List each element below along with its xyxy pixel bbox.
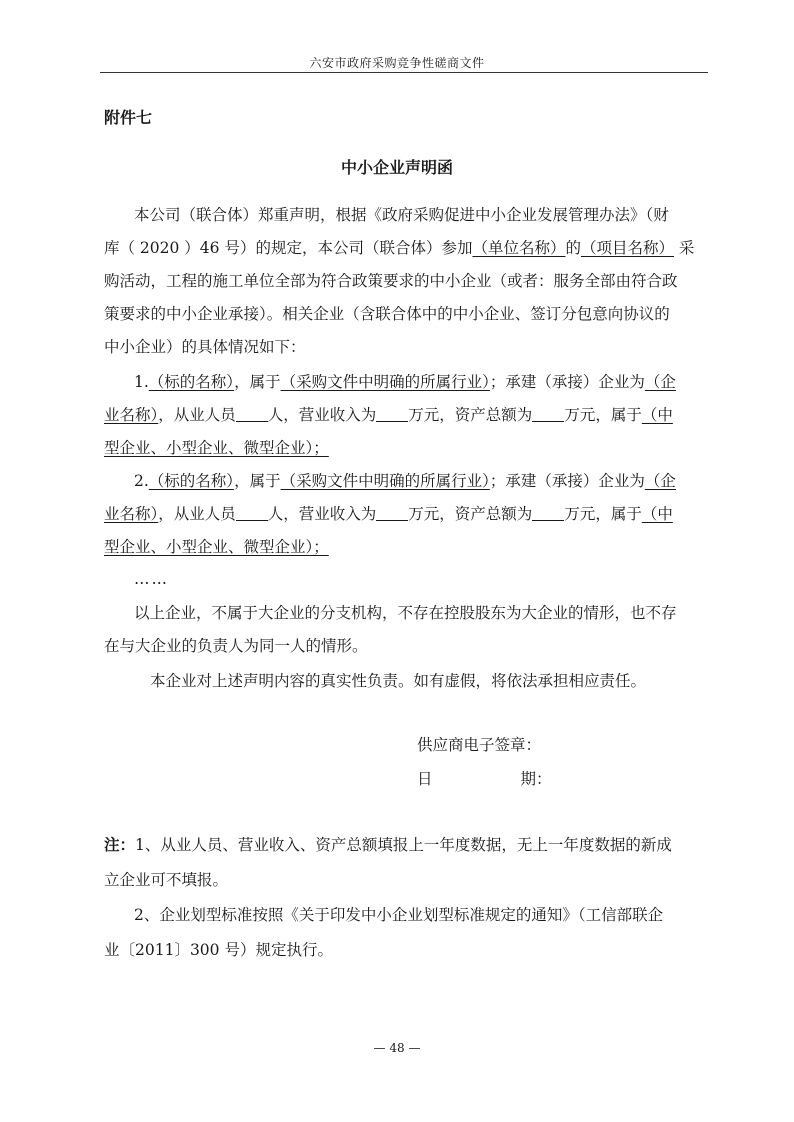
- item-2-line-3: [104, 540, 329, 556]
- assets-blank: [532, 519, 564, 521]
- item-1-line-2: [104, 408, 673, 424]
- assets-blank: [532, 420, 564, 422]
- date-label-day: 日: [417, 770, 433, 788]
- conclusion-line-2: 在与大企业的负责人为同一人的情形。: [104, 637, 368, 655]
- item-text: 万元，资产总额为: [408, 406, 533, 424]
- revenue-blank: [376, 420, 408, 422]
- item-number: 1.: [134, 373, 149, 391]
- enterprise-name-field: 业名称）: [104, 406, 159, 424]
- item-text: 万元，属于: [564, 406, 642, 424]
- page-number: — 48 —: [373, 1041, 421, 1055]
- intro-line-2: [104, 241, 694, 257]
- industry-field: （采购文件中明确的所属行业）: [280, 472, 490, 490]
- ellipsis: ……: [134, 570, 169, 588]
- staff-blank: [236, 420, 268, 422]
- enterprise-type-field: （中: [641, 406, 673, 424]
- item-2-line-1: [134, 474, 676, 490]
- attachment-label: 附件七: [104, 108, 153, 127]
- item-number: 2.: [134, 472, 149, 490]
- item-text: ，从业人员: [158, 505, 236, 523]
- intro-text: 库（ 2020 ）46 号）的规定，本公司（联合体）参加: [104, 239, 473, 257]
- note-1-line-2: 立企业可不填报。: [104, 871, 229, 889]
- date-label: [417, 772, 552, 788]
- item-1-line-1: [134, 375, 676, 391]
- enterprise-type-field: （中: [641, 505, 673, 523]
- intro-line-1: 本公司（联合体）郑重声明，根据《政府采购促进中小企业发展管理办法》（财: [134, 206, 669, 224]
- enterprise-name-field: 业名称）: [104, 505, 159, 523]
- item-text: ，属于: [234, 373, 281, 391]
- responsibility-statement: 本企业对上述声明内容的真实性负责。如有虚假，将依法承担相应责任。: [150, 672, 647, 690]
- document-title: 中小企业声明函: [340, 158, 453, 177]
- item-text: 人，营业收入为: [267, 505, 377, 523]
- header-divider: [100, 72, 708, 73]
- item-text: 万元，资产总额为: [408, 505, 533, 523]
- page-header: 六安市政府采购竞争性磋商文件: [309, 56, 485, 70]
- supplier-seal-label: 供应商电子签章：: [417, 736, 542, 754]
- item-text: 万元，属于: [564, 505, 642, 523]
- project-name-field: （项目名称）: [580, 239, 674, 257]
- unit-name-field: （单位名称）: [472, 239, 566, 257]
- intro-line-5: 中小企业）的具体情况如下：: [104, 338, 306, 356]
- intro-text: 采: [674, 239, 695, 257]
- industry-field: （采购文件中明确的所属行业）: [280, 373, 490, 391]
- enterprise-name-field: （企: [644, 472, 676, 490]
- date-label-period: 期：: [520, 770, 552, 788]
- intro-line-3: 购活动，工程的施工单位全部为符合政策要求的中小企业（或者：服务全部由符合政: [104, 272, 678, 290]
- item-2-line-2: [104, 507, 673, 523]
- staff-blank: [236, 519, 268, 521]
- bid-name-field: （标的名称）: [148, 373, 235, 391]
- revenue-blank: [376, 519, 408, 521]
- item-text: ；承建（承接）企业为: [489, 373, 645, 391]
- item-text: 人，营业收入为: [267, 406, 377, 424]
- note-1-line-1: [104, 838, 672, 854]
- item-text: ，属于: [234, 472, 281, 490]
- conclusion-line-1: 以上企业，不属于大企业的分支机构，不存在控股股东为大企业的情形，也不存: [134, 604, 677, 622]
- item-1-line-3: [104, 441, 329, 457]
- intro-line-4: 策要求的中小企业承接）。相关企业（含联合体中的中小企业、签订分包意向协议的: [104, 305, 670, 323]
- intro-text: 的: [565, 239, 581, 257]
- note-text: 1、从业人员、营业收入、资产总额填报上一年度数据，无上一年度数据的新成: [135, 836, 672, 854]
- enterprise-type-field: 型企业、小型企业、微型企业）；: [104, 439, 329, 457]
- note-2-line-2: 业〔2011〕300 号）规定执行。: [104, 941, 333, 959]
- note-label: 注：: [104, 836, 136, 854]
- enterprise-type-field: 型企业、小型企业、微型企业）；: [104, 538, 329, 556]
- bid-name-field: （标的名称）: [148, 472, 235, 490]
- enterprise-name-field: （企: [644, 373, 676, 391]
- note-2-line-1: 2、企业划型标准按照《关于印发中小企业划型标准规定的通知》（工信部联企: [134, 906, 664, 924]
- item-text: ；承建（承接）企业为: [489, 472, 645, 490]
- item-text: ，从业人员: [158, 406, 236, 424]
